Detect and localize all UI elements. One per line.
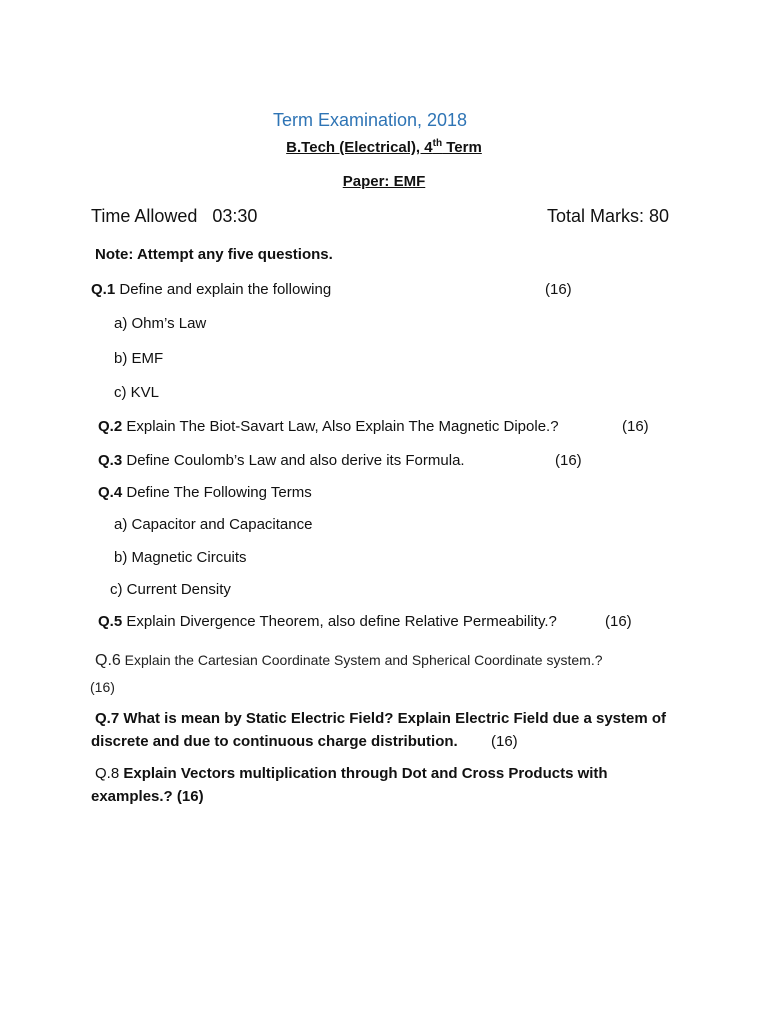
instruction-note: Note: Attempt any five questions. xyxy=(95,246,333,263)
question-4-item-a: a) Capacitor and Capacitance xyxy=(114,516,313,533)
program-prefix: B.Tech (Electrical), 4 xyxy=(286,139,433,156)
question-8 xyxy=(95,765,608,782)
question-4-item-b: b) Magnetic Circuits xyxy=(114,549,247,566)
question-6-label: Q.6 xyxy=(95,652,121,669)
question-6-text: Explain the Cartesian Coordinate System and Spherical Coordinate system.? xyxy=(120,652,603,668)
time-allowed: Time Allowed 03:30 xyxy=(91,206,258,226)
question-3 xyxy=(98,452,465,469)
question-8-text-line1: Explain Vectors multiplication through Dot and Cross Products with xyxy=(119,765,608,782)
question-4 xyxy=(98,484,312,501)
question-7-marks: (16) xyxy=(491,733,518,750)
question-1-label: Q.1 xyxy=(91,281,116,298)
question-7-text-line1: What is mean by Static Electric Field? Explain Electric Field due a system of xyxy=(119,710,667,727)
program-suffix: Term xyxy=(442,139,482,156)
question-3-text: Define Coulomb’s Law and also derive its Formula. xyxy=(122,452,465,469)
question-3-marks: (16) xyxy=(555,452,582,469)
question-1-item-c: c) KVL xyxy=(114,384,160,401)
exam-title: Term Examination, 2018 xyxy=(272,110,468,130)
question-1-marks: (16) xyxy=(545,281,572,298)
question-4-item-c: c) Current Density xyxy=(110,581,231,598)
question-1-item-a: a) Ohm’s Law xyxy=(114,315,207,332)
question-2 xyxy=(98,418,559,435)
question-3-label: Q.3 xyxy=(98,452,123,469)
question-8-marks: (16) xyxy=(176,788,204,805)
question-1-text: Define and explain the following xyxy=(115,281,332,298)
question-5 xyxy=(98,613,557,630)
question-2-marks: (16) xyxy=(622,418,649,435)
question-1-item-b: b) EMF xyxy=(114,350,164,367)
question-7 xyxy=(95,710,666,727)
question-6 xyxy=(95,652,603,670)
paper-heading: Paper: EMF xyxy=(342,173,426,190)
question-8-text-line2: examples.? xyxy=(91,788,173,805)
question-5-marks: (16) xyxy=(605,613,632,630)
question-5-text: Explain Divergence Theorem, also define Relative Permeability.? xyxy=(122,613,557,630)
question-8-line2 xyxy=(91,788,204,805)
question-4-label: Q.4 xyxy=(98,484,123,501)
question-2-label: Q.2 xyxy=(98,418,123,435)
question-2-text: Explain The Biot-Savart Law, Also Explain The Magnetic Dipole.? xyxy=(122,418,559,435)
question-4-text: Define The Following Terms xyxy=(122,484,312,501)
question-7-text-line2: discrete and due to continuous charge distribution. xyxy=(91,733,458,750)
question-6-marks: (16) xyxy=(90,679,115,695)
total-marks: Total Marks: 80 xyxy=(547,206,670,226)
question-5-label: Q.5 xyxy=(98,613,123,630)
question-1 xyxy=(91,281,331,298)
question-7-label: Q.7 xyxy=(95,710,120,727)
question-8-label: Q.8 xyxy=(95,765,120,782)
program-superscript: th xyxy=(432,138,443,149)
program-heading xyxy=(0,138,768,156)
